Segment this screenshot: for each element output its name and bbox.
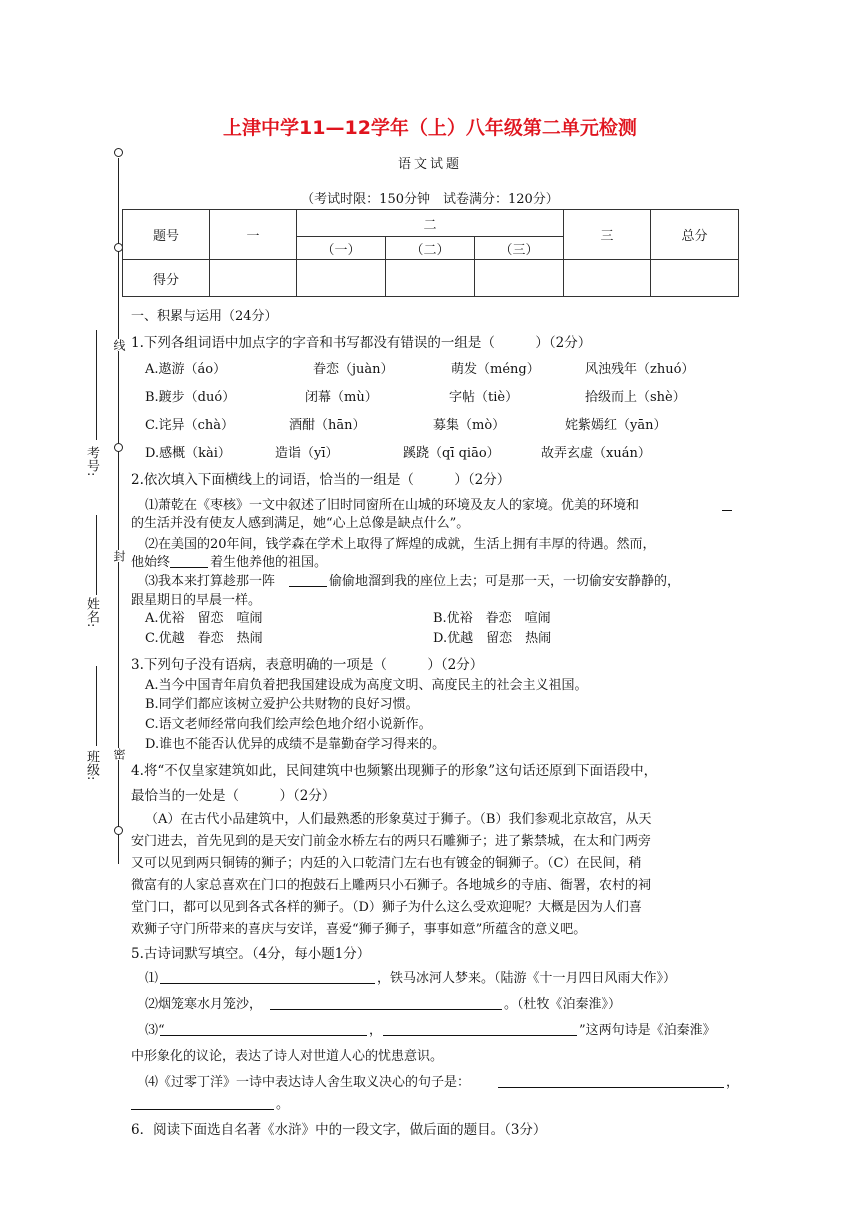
kaohao-line bbox=[96, 330, 97, 440]
col-2-sub-2: （二） bbox=[386, 237, 475, 260]
q5-blank-4[interactable] bbox=[383, 1019, 577, 1036]
exam-subtitle: 语文试题 bbox=[397, 157, 462, 172]
q5-line3b: 中形象化的议论，表达了诗人对世道人心的忧患意识。 bbox=[131, 1049, 444, 1064]
q2-blank-3[interactable] bbox=[289, 570, 327, 587]
binding-char-feng: 封 bbox=[112, 550, 126, 562]
col-3-header: 三 bbox=[564, 210, 651, 260]
q1-d-4: 故弄玄虚（xuán） bbox=[541, 446, 651, 461]
binding-char-mi: 密 bbox=[112, 748, 126, 760]
q3-option-a: A.当今中国青年肩负着把我国建设成为高度文明、高度民主的社会主义祖国。 bbox=[145, 678, 588, 693]
q2-p1b: 的生活并没有使友人感到满足，她“心上总像是缺点什么”。 bbox=[131, 516, 470, 531]
q3-option-c: C.语文老师经常向我们绘声绘色地介绍小说新作。 bbox=[145, 717, 432, 732]
q4-para-5: 堂门口，都可以见到各式各样的狮子。（D）狮子为什么这么受欢迎呢？大概是因为人们喜 bbox=[131, 900, 642, 915]
q1-c-3: 募集（mò） bbox=[433, 418, 506, 433]
q5-line1-post: ，铁马冰河人梦来。（陆游《十一月四日风雨大作》） bbox=[377, 971, 677, 986]
q1-b-1: B.踱步（duó） bbox=[145, 390, 236, 405]
q4-para-6: 欢狮子守门所带来的喜庆与安详，喜爱“狮子狮子，事事如意”所蕴含的意义吧。 bbox=[131, 922, 587, 937]
q5-blank-2[interactable] bbox=[270, 993, 502, 1010]
q3-option-b: B.同学们都应该树立爱护公共财物的良好习惯。 bbox=[145, 697, 419, 712]
binding-ring-4 bbox=[114, 826, 123, 835]
q4-stem-a: 4.将“不仅皇家建筑如此，民间建筑中也频繁出现狮子的形象”这句话还原到下面语段中， bbox=[131, 763, 658, 779]
q5-stem: 5.古诗词默写填空。（4分，每小题1分） bbox=[131, 946, 371, 962]
q3-stem: 3.下列句子没有语病，表意明确的一项是（ ）（2分） bbox=[131, 657, 484, 673]
q2-stem: 2.依次填入下面横线上的词语，恰当的一组是（ ）（2分） bbox=[131, 472, 511, 488]
q5-line4-post: ， bbox=[726, 1075, 740, 1090]
q1-c-2: 酒酣（hān） bbox=[289, 418, 366, 433]
score-table bbox=[122, 209, 739, 297]
q5-line3-mid: ， bbox=[369, 1023, 383, 1038]
binding-char-xian: 线 bbox=[112, 339, 126, 351]
binding-line-low bbox=[118, 451, 119, 827]
col-2-header: 二 bbox=[297, 210, 564, 237]
q5-line2-pre: ⑵烟笼寒水月笼沙， bbox=[145, 997, 263, 1012]
xingming-line bbox=[96, 515, 97, 595]
q1-a-4: 风浊残年（zhuó） bbox=[585, 362, 695, 377]
score-input-3[interactable] bbox=[564, 260, 651, 297]
exam-title: 上津中学11—12学年（上）八年级第二单元检测 bbox=[223, 117, 637, 139]
q4-para-3: 又可以见到两只铜铸的狮子；内廷的入口乾清门左右也有镀金的铜狮子。（C）在民间，稍 bbox=[131, 856, 642, 871]
banji-line bbox=[96, 666, 97, 746]
q1-b-4: 拾级而上（shè） bbox=[585, 390, 686, 405]
banji-label: 班级: bbox=[84, 750, 99, 781]
q2-p3a-pre: ⑶我本来打算趁那一阵 bbox=[145, 574, 276, 589]
q1-b-3: 字帖（tiè） bbox=[449, 390, 519, 405]
q4-para-4: 微富有的人家总喜欢在门口的抱鼓石上雕两只小石狮子。各地城乡的寺庙、衙署，农村的祠 bbox=[131, 878, 652, 893]
q6-stem: 6．阅读下面选自名著《水浒》中的一段文字，做后面的题目。（3分） bbox=[131, 1122, 547, 1138]
total-header: 总分 bbox=[651, 210, 739, 260]
section-heading: 一、积累与运用（24分） bbox=[131, 309, 278, 324]
q5-blank-5[interactable] bbox=[498, 1071, 724, 1088]
col-2-sub-3: （三） bbox=[475, 237, 564, 260]
q2-option-b: B.优裕 眷恋 喧闹 bbox=[433, 611, 551, 626]
score-input-2c[interactable] bbox=[475, 260, 564, 297]
q2-p1a: ⑴萧乾在《枣核》一文中叙述了旧时同窗所在山城的环境及友人的家境。优美的环境和 bbox=[145, 498, 640, 513]
q1-c-1: C.诧异（chà） bbox=[145, 418, 235, 433]
q1-stem: 1.下列各组词语中加点字的字音和书写都没有错误的一组是（ ）（2分） bbox=[131, 335, 592, 351]
q1-d-1: D.感概（kài） bbox=[145, 446, 231, 461]
q1-a-1: A.遨游（áo） bbox=[145, 362, 227, 377]
exam-info: （考试时限：150分钟 试卷满分：120分） bbox=[301, 192, 559, 207]
q4-para-2: 安门进去，首先见到的是天安门前金水桥左右的两只石雕狮子；进了紫禁城，在太和门两旁 bbox=[131, 834, 652, 849]
q5-blank-1[interactable] bbox=[160, 967, 375, 984]
score-input-2a[interactable] bbox=[297, 260, 386, 297]
q5-line4-pre: ⑷《过零丁洋》一诗中表达诗人舍生取义决心的句子是： bbox=[145, 1075, 471, 1090]
q2-p2a: ⑵在美国的20年间，钱学森在学术上取得了辉煌的成就，生活上拥有丰厚的待遇。然而， bbox=[145, 537, 656, 552]
q1-b-2: 闭幕（mù） bbox=[305, 390, 378, 405]
xingming-label: 姓名: bbox=[84, 597, 99, 628]
col-2-sub-1: （一） bbox=[297, 237, 386, 260]
q4-para-1: （A）在古代小品建筑中，人们最熟悉的形象莫过于狮子。（B）我们参观北京故宫，从天 bbox=[145, 812, 652, 827]
q1-d-2: 造诣（yī） bbox=[275, 446, 339, 461]
q1-a-3: 萌发（méng） bbox=[451, 362, 540, 377]
row-header-cell: 题号 bbox=[123, 210, 210, 260]
q5-line4b-post: 。 bbox=[276, 1097, 290, 1112]
col-1-header: 一 bbox=[210, 210, 297, 260]
q5-blank-6[interactable] bbox=[131, 1093, 274, 1110]
binding-line-top bbox=[118, 158, 119, 244]
binding-line-bottom bbox=[118, 834, 119, 864]
q2-option-c: C.优越 眷恋 热闹 bbox=[145, 631, 263, 646]
q5-line3-pre: ⑶“ bbox=[145, 1023, 165, 1038]
q2-blank-2[interactable] bbox=[170, 551, 208, 568]
q2-option-a: A.优裕 留恋 喧闹 bbox=[145, 611, 263, 626]
q4-stem-b: 最恰当的一处是（ ）（2分） bbox=[131, 788, 336, 804]
q5-line1-pre: ⑴ bbox=[145, 971, 159, 986]
q1-d-3: 蹊跷（qī qiāo） bbox=[403, 446, 500, 461]
q2-option-d: D.优越 留恋 热闹 bbox=[433, 631, 552, 646]
q2-p3b: 跟星期日的早晨一样。 bbox=[131, 593, 262, 608]
score-label-cell: 得分 bbox=[123, 260, 210, 297]
binding-ring-1 bbox=[114, 148, 123, 157]
score-input-total[interactable] bbox=[651, 260, 739, 297]
q2-p2b-pre: 他始终 bbox=[131, 555, 171, 570]
q3-option-d: D.谁也不能否认优异的成绩不是靠勤奋学习得来的。 bbox=[145, 737, 446, 752]
q2-p2b-post: 着生他养他的祖国。 bbox=[210, 555, 328, 570]
binding-ring-3 bbox=[114, 443, 123, 452]
q5-blank-3[interactable] bbox=[160, 1019, 367, 1036]
q1-c-4: 姹紫嫣红（yān） bbox=[565, 418, 667, 433]
kaohao-label: 考号: bbox=[84, 446, 99, 477]
score-input-1[interactable] bbox=[210, 260, 297, 297]
q5-line2-post: 。（杜牧《泊秦淮》） bbox=[504, 997, 622, 1012]
score-input-2b[interactable] bbox=[386, 260, 475, 297]
q2-blank-1[interactable] bbox=[722, 494, 732, 511]
q1-a-2: 眷恋（juàn） bbox=[313, 362, 394, 377]
q5-line3-post: ”这两句诗是《泊秦淮》 bbox=[579, 1023, 716, 1038]
q2-p3a-post: 偷偷地溜到我的座位上去；可是那一天，一切偷安安静静的， bbox=[329, 574, 681, 589]
